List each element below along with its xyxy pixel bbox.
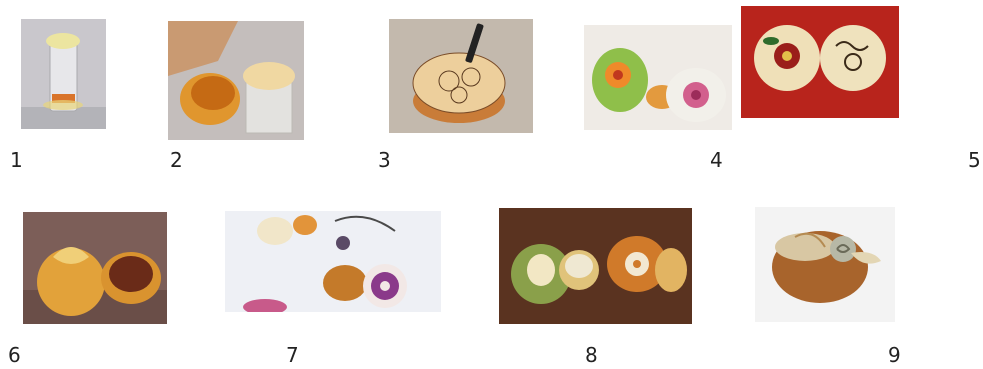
step-number: 4 (710, 148, 723, 172)
step-1-photo (21, 19, 106, 129)
step-4-photo (584, 25, 732, 130)
step-number: 2 (170, 148, 183, 172)
step-7-photo (225, 211, 441, 312)
step-3-photo (389, 19, 533, 133)
peel-rose-image (755, 207, 895, 322)
step-number: 3 (378, 148, 391, 172)
step-number: 7 (286, 343, 299, 367)
drawing-on-lid-image (389, 19, 533, 133)
rose-box-image (23, 212, 167, 324)
step-number: 1 (10, 148, 23, 172)
red-lids-image (741, 6, 899, 118)
peel-cup-image (168, 21, 304, 140)
step-number: 8 (585, 343, 598, 367)
painted-boxes-image (584, 25, 732, 130)
brown-boxes-image (499, 208, 692, 324)
boxes-with-necklace-image (225, 211, 441, 312)
step-number: 9 (888, 343, 901, 367)
step-5-photo (741, 6, 899, 118)
step-6-photo (23, 212, 167, 324)
step-number: 5 (968, 148, 981, 172)
step-8-photo (499, 208, 692, 324)
step-2-photo (168, 21, 304, 140)
step-number: 6 (8, 343, 21, 367)
glass-jar-image (21, 19, 106, 129)
step-9-photo (755, 207, 895, 322)
